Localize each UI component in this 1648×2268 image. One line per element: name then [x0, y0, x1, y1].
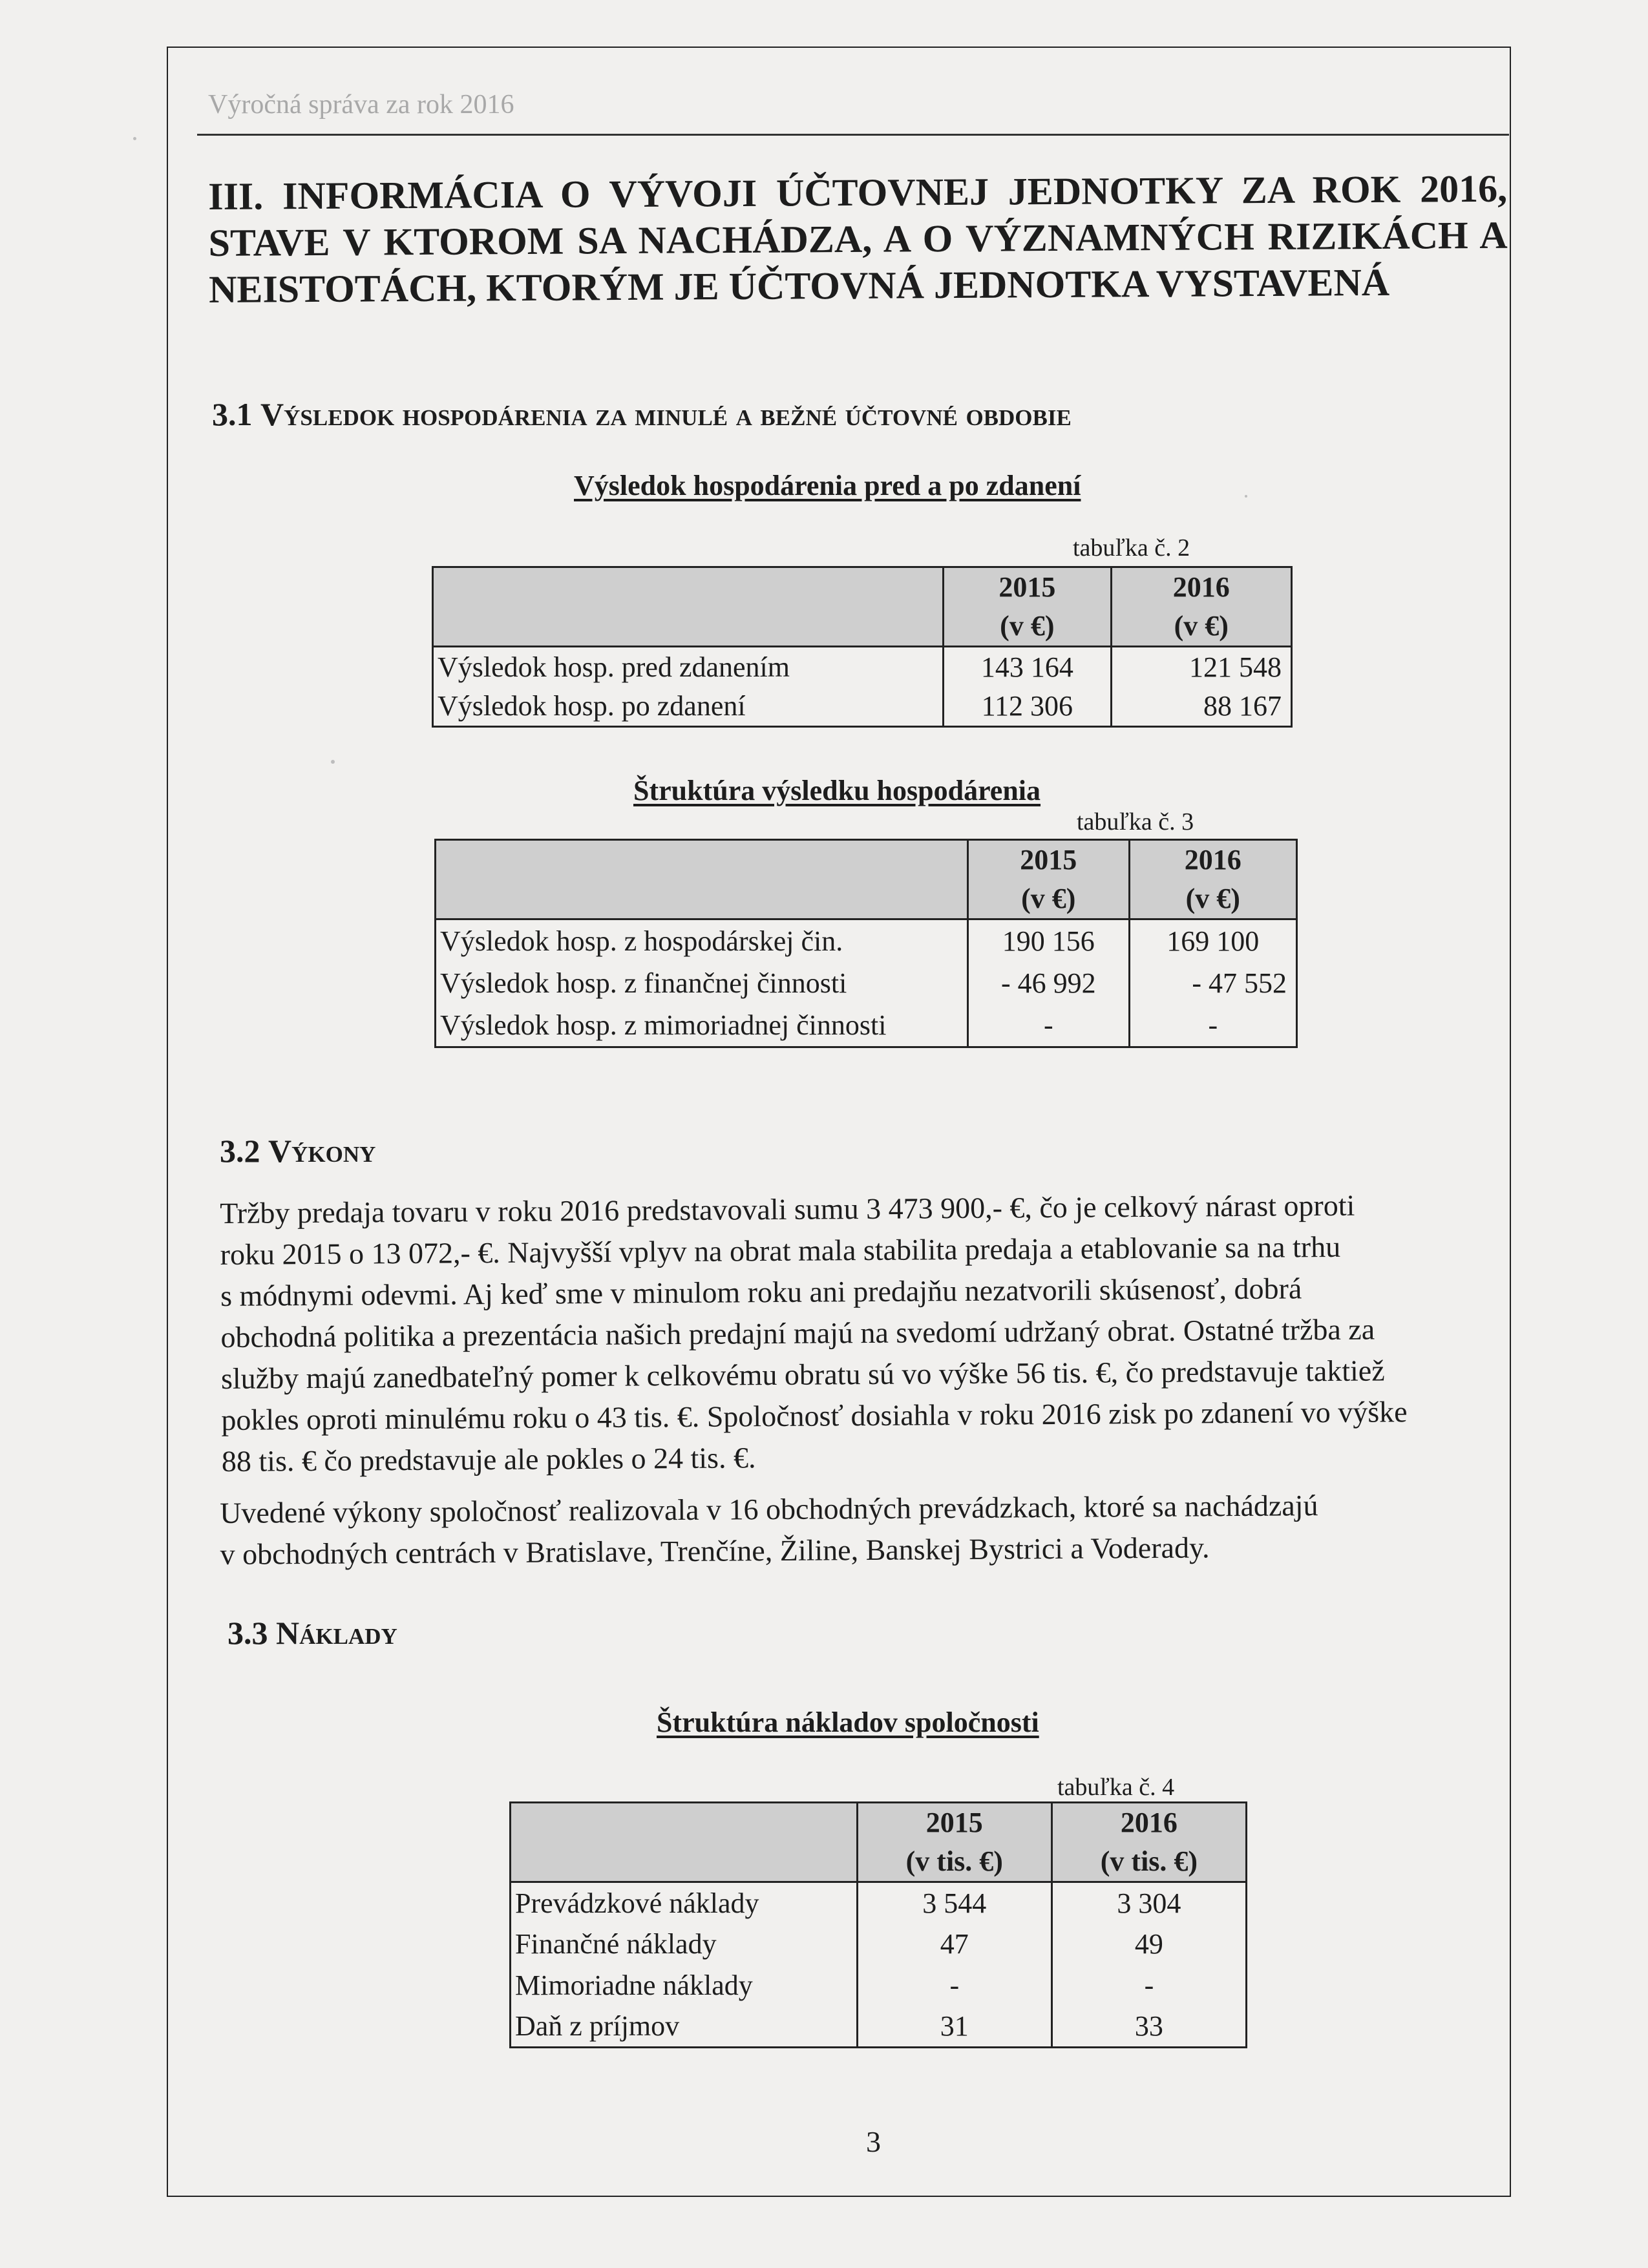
- value-2016: -: [1051, 1965, 1246, 2006]
- value-2015: - 46 992: [968, 962, 1129, 1005]
- scan-speck: [331, 760, 335, 764]
- value-2015: 31: [857, 2006, 1051, 2048]
- value-2015: -: [968, 1005, 1129, 1047]
- section-title: Náklady: [276, 1615, 397, 1651]
- value-2016: 33: [1051, 2006, 1246, 2048]
- text-line: pokles oproti minulému roku o 43 tis. €. Spoločnosť dosiahla v roku 2016 zisk po zdanení vo výške: [221, 1395, 1408, 1436]
- value-2015: 112 306: [944, 687, 1111, 727]
- table-row: [436, 919, 1297, 962]
- text-line: Uvedené výkony spoločnosť realizovala v 16 obchodných prevádzkach, ktoré sa nachádzajú: [220, 1489, 1318, 1529]
- value-2016: -: [1129, 1005, 1296, 1047]
- table-header-row: [511, 1803, 1247, 1882]
- text-line: v obchodných centrách v Bratislave, Trenčíne, Žiline, Banskej Bystrici a Voderady.: [220, 1531, 1210, 1571]
- value-2016: 49: [1051, 1924, 1246, 1965]
- row-label: Daň z príjmov: [515, 2010, 680, 2042]
- value-2015: 143 164: [944, 647, 1111, 687]
- row-label: Výsledok hosp. z hospodárskej čin.: [440, 925, 843, 957]
- page-number: 3: [866, 2125, 881, 2158]
- row-label: Výsledok hosp. z finančnej činnosti: [440, 967, 847, 999]
- text-line: Tržby predaja tovaru v roku 2016 predstavovali sumu 3 473 900,- €, čo je celkový nárast oproti: [220, 1188, 1355, 1230]
- value-2016: 121 548: [1111, 647, 1291, 687]
- table-header-row: [433, 567, 1292, 647]
- text-line: roku 2015 o 13 072,- €. Najvyšší vplyv na obrat mala stabilita predaja a etablovanie sa na trhu: [220, 1230, 1341, 1271]
- header-2015: [944, 567, 1111, 647]
- table4-label: tabuľka č. 4: [1057, 1774, 1175, 1801]
- value-2016: 169 100: [1129, 919, 1296, 962]
- header-blank-cell: [436, 840, 968, 919]
- header-rule: [197, 134, 1509, 136]
- chapter-heading: III. INFORMÁCIA O VÝVOJI ÚČTOVNEJ JEDNOTKY ZA ROK 2016, STAVE V KTOROM SA NACHÁDZA, A O VÝZNAMNÝCH RIZIKÁCH A NEISTOTÁCH, KTORÝM JE ÚČTOVNÁ JEDNOTKA VYSTAVENÁ: [208, 167, 1508, 311]
- unit-label: (v €): [1021, 883, 1076, 914]
- value-2015: -: [857, 1965, 1051, 2006]
- text-line: služby majú zanedbateľný pomer k celkovému obratu sú vo výške 56 tis. €, čo predstavuje taktiež: [220, 1354, 1385, 1395]
- section-title: Výkony: [268, 1133, 376, 1169]
- text-line: 88 tis. € čo predstavuje ale pokles o 24 tis. €.: [221, 1441, 756, 1478]
- section-3-2-paragraph-1: [220, 1184, 1408, 1482]
- table-row: [433, 647, 1292, 687]
- header-2016: [1051, 1803, 1246, 1882]
- value-2015: 3 544: [857, 1882, 1051, 1924]
- row-label: Výsledok hosp. po zdanení: [438, 690, 746, 722]
- header-blank-cell: [511, 1803, 858, 1882]
- section-3-1-heading: [212, 395, 1072, 433]
- table-row: [511, 1882, 1247, 1924]
- table-row: [436, 962, 1297, 1005]
- header-2015: [857, 1803, 1051, 1882]
- year-label: 2016: [1120, 1807, 1178, 1838]
- header-2015: [968, 840, 1129, 919]
- table-row: [511, 2006, 1247, 2048]
- year-label: 2015: [998, 571, 1056, 603]
- section-3-2-paragraph-2: [220, 1485, 1318, 1575]
- text-line: obchodná politika a prezentácia našich predajní majú na svedomí udržaný obrat. Ostatné tržba za: [220, 1312, 1375, 1354]
- table2-caption: Výsledok hospodárenia pred a po zdanení: [574, 470, 1081, 501]
- table3-caption: Štruktúra výsledku hospodárenia: [633, 775, 1041, 806]
- row-label: Finančné náklady: [515, 1928, 717, 1960]
- section-title: Výsledok hospodárenia za minulé a bežné účtovné obdobie: [260, 396, 1072, 432]
- section-number: 3.1: [212, 396, 253, 432]
- section-3-2-heading: [220, 1132, 375, 1170]
- value-2016: - 47 552: [1129, 962, 1296, 1005]
- table3-label: tabuľka č. 3: [1077, 808, 1194, 835]
- value-2015: 47: [857, 1924, 1051, 1965]
- year-label: 2015: [925, 1807, 983, 1838]
- row-label: Mimoriadne náklady: [515, 1969, 753, 2001]
- section-number: 3.2: [220, 1133, 260, 1169]
- running-title: Výročná správa za rok 2016: [208, 90, 514, 120]
- text-line: s módnymi odevmi. Aj keď sme v minulom roku ani predajňu nezatvorili skúsenosť, dobrá: [220, 1272, 1302, 1312]
- header-2016: [1111, 567, 1291, 647]
- table3: [434, 839, 1298, 1048]
- value-2016: 88 167: [1111, 687, 1291, 727]
- row-label: Výsledok hosp. pred zdanením: [438, 651, 790, 683]
- row-label: Prevádzkové náklady: [515, 1887, 759, 1919]
- row-label: Výsledok hosp. z mimoriadnej činnosti: [440, 1009, 887, 1042]
- table4: [509, 1801, 1247, 2048]
- unit-label: (v €): [1185, 883, 1240, 914]
- table4-caption: Štruktúra nákladov spoločnosti: [657, 1706, 1039, 1738]
- unit-label: (v tis. €): [905, 1845, 1003, 1877]
- table2: [432, 566, 1293, 728]
- table-header-row: [436, 840, 1297, 919]
- unit-label: (v €): [1000, 610, 1055, 642]
- section-number: 3.3: [227, 1615, 268, 1651]
- year-label: 2016: [1184, 844, 1241, 876]
- scan-speck: [133, 137, 136, 140]
- table-row: [436, 1005, 1297, 1047]
- header-blank-cell: [433, 567, 944, 647]
- value-2016: 3 304: [1051, 1882, 1246, 1924]
- value-2015: 190 156: [968, 919, 1129, 962]
- header-2016: [1129, 840, 1296, 919]
- year-label: 2015: [1020, 844, 1077, 876]
- table2-label: tabuľka č. 2: [1073, 534, 1190, 562]
- table-row: [433, 687, 1292, 727]
- unit-label: (v tis. €): [1100, 1845, 1198, 1877]
- table-row: [511, 1965, 1247, 2006]
- table-row: [511, 1924, 1247, 1965]
- unit-label: (v €): [1174, 610, 1229, 642]
- scan-speck: [1245, 495, 1247, 498]
- section-3-3-heading: [227, 1614, 397, 1652]
- year-label: 2016: [1172, 571, 1230, 603]
